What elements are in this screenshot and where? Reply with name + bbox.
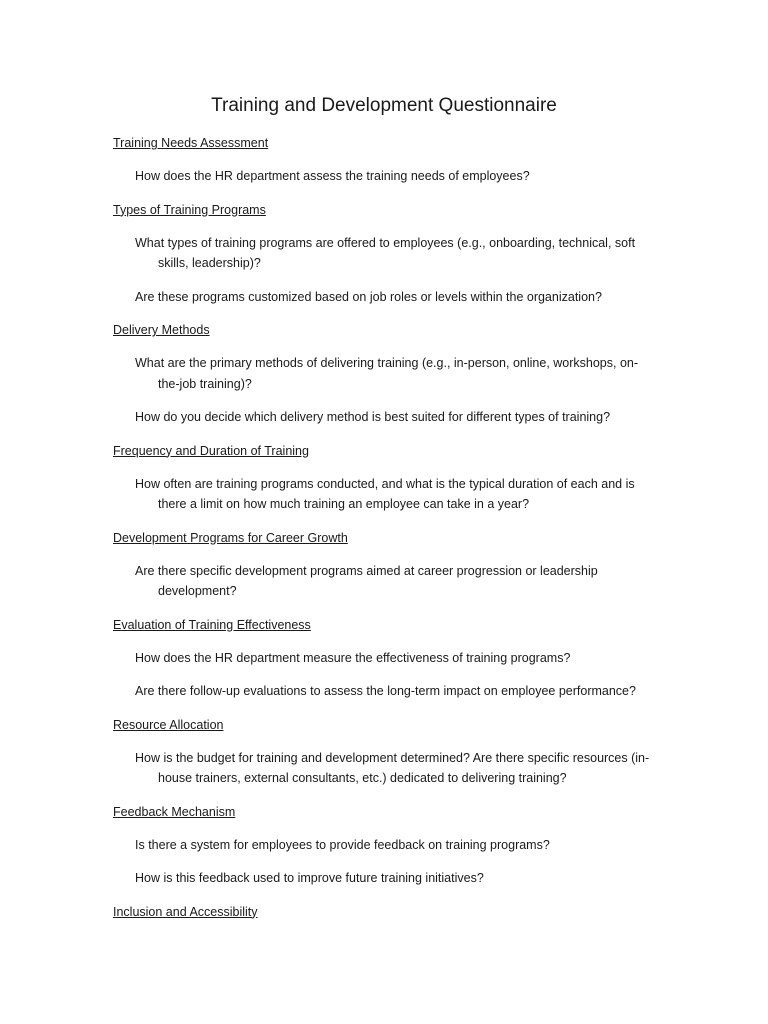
section-development-programs (113, 528, 658, 602)
question: How is the budget for training and development determined? Are there specific resources (in-house trainers, external consultants, etc.) dedicated to delivering training? (135, 750, 650, 785)
section-heading: Evaluation of Training Effectiveness (113, 617, 311, 632)
document-title: Training and Development Questionnaire (211, 95, 557, 116)
question: What are the primary methods of delivering training (e.g., in-person, online, workshops, on-the-job training)? (135, 356, 639, 391)
section-resource-allocation (113, 715, 658, 789)
question: Is there a system for employees to provide feedback on training programs? (135, 837, 550, 852)
section-delivery-methods (113, 320, 658, 428)
question: Are there specific development programs aimed at career progression or leadership development? (135, 563, 598, 598)
section-frequency-and-duration (113, 441, 658, 515)
section-types-of-training-programs (113, 200, 658, 308)
question: How does the HR department measure the effectiveness of training programs? (135, 650, 571, 665)
question: Are there follow-up evaluations to assess the long-term impact on employee performance? (135, 684, 636, 698)
question: Are these programs customized based on job roles or levels within the organization? (135, 289, 602, 304)
section-heading: Inclusion and Accessibility (113, 904, 258, 919)
question: What types of training programs are offered to employees (e.g., onboarding, technical, soft skills, leadership)? (135, 235, 636, 270)
section-heading: Frequency and Duration of Training (113, 443, 309, 458)
question: How often are training programs conducted, and what is the typical duration of each and is there a limit on how much training an employee can take in a year? (135, 476, 635, 511)
section-evaluation-of-training (113, 615, 658, 702)
question: How is this feedback used to improve future training initiatives? (135, 871, 484, 885)
document-body (113, 133, 658, 935)
section-heading: Delivery Methods (113, 323, 210, 337)
section-inclusion-and-accessibility (113, 902, 658, 922)
section-training-needs-assessment (113, 133, 658, 187)
section-feedback-mechanism (113, 802, 658, 889)
section-heading: Training Needs Assessment (113, 136, 269, 150)
section-heading: Feedback Mechanism (113, 804, 236, 819)
question: How does the HR department assess the training needs of employees? (135, 169, 530, 183)
section-heading: Resource Allocation (113, 717, 224, 732)
section-heading: Development Programs for Career Growth (113, 530, 348, 545)
section-heading: Types of Training Programs (113, 202, 266, 217)
question: How do you decide which delivery method is best suited for different types of training? (135, 410, 611, 424)
